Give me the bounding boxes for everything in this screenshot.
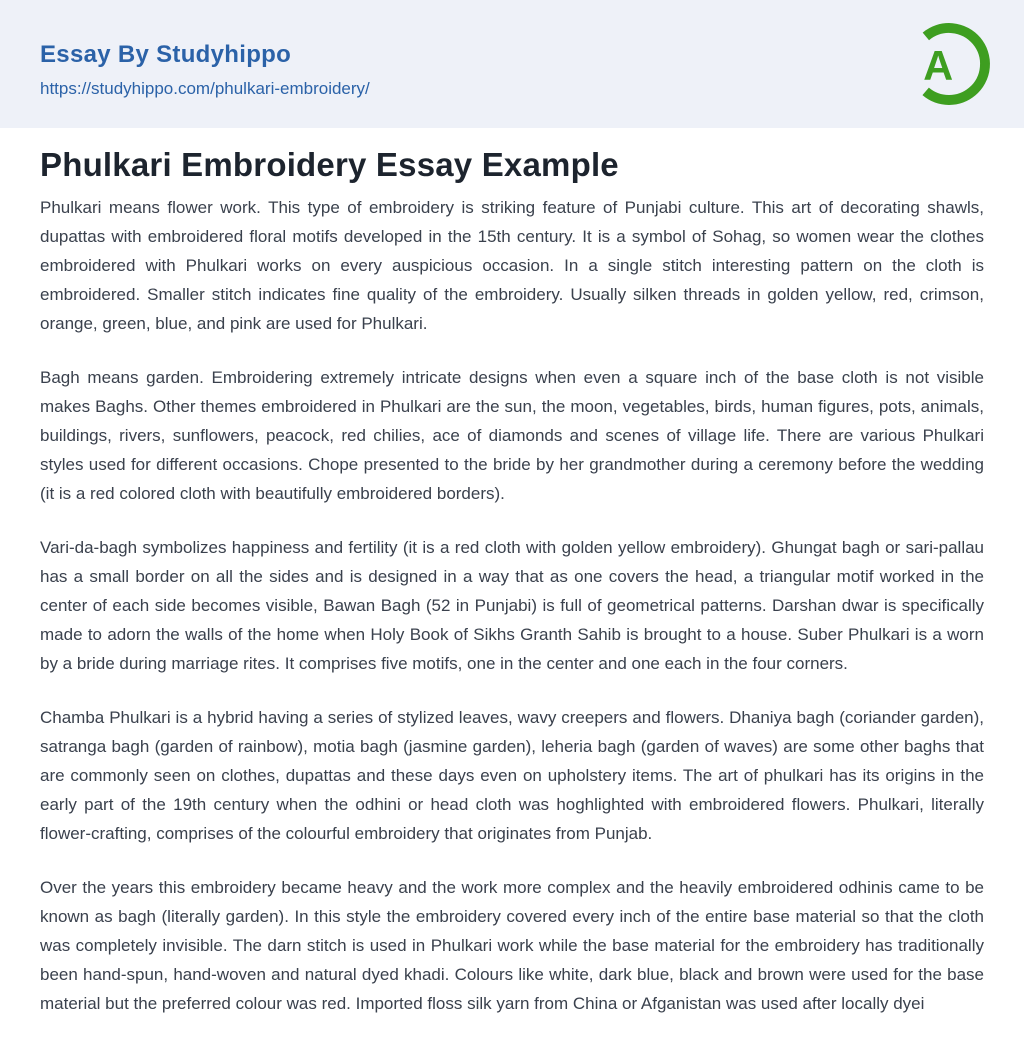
header-text-block: [40, 29, 370, 99]
source-url-link[interactable]: https://studyhippo.com/phulkari-embroidery/: [40, 79, 370, 98]
essay-paragraph-4: Chamba Phulkari is a hybrid having a series of stylized leaves, wavy creepers and flowers. Dhaniya bagh (coriander garden), satranga bagh (garden of rainbow), motia bagh (jasmine garden), leheria bagh (garden of waves) are some other baghs that are commonly seen on clothes, dupattas and these days even on upholstery items. The art of phulkari has its origins in the early part of the 19th century when the odhini or head cloth was hoghlighted with embroidered flowers. Phulkari, literally flower-crafting, comprises of the colourful embroidery that originates from Punjab.: [40, 708, 984, 843]
header: [0, 0, 1024, 128]
essay-paragraph-3: Vari-da-bagh symbolizes happiness and fertility (it is a red cloth with golden yellow embroidery). Ghungat bagh or sari-pallau has a small border on all the sides and is designed in a way that as one covers the head, a triangular motif worked in the center of each side becomes visible, Bawan Bagh (52 in Punjabi) is full of geometrical patterns. Darshan dwar is specifically made to adorn the walls of the home when Holy Book of Sikhs Granth Sahib is brought to a house. Suber Phulkari is a worn by a bride during marriage rites. It comprises five motifs, one in the center and one each in the four corners.: [40, 538, 984, 673]
essay-byline: Essay By Studyhippo: [40, 41, 292, 68]
essay-paragraph-5: Over the years this embroidery became heavy and the work more complex and the heavily embroidered odhinis came to be known as bagh (literally garden). In this style the embroidery covered every inch of the entire base material so that the cloth was completely invisible. The darn stitch is used in Phulkari work while the base material for the embroidery has traditionally been hand-spun, hand-woven and natural dyed khadi. Colours like white, dark blue, black and brown were used for the base material but the preferred colour was red. Imported floss silk yarn from China or Afganistan was used after locally dyei: [40, 878, 984, 1013]
essay-paragraph-2: Bagh means garden. Embroidering extremely intricate designs when even a square inch of the base cloth is not visible makes Baghs. Other themes embroidered in Phulkari are the sun, the moon, vegetables, birds, human figures, pots, animals, buildings, rivers, sunflowers, peacock, red chilies, ace of diamonds and scenes of village life. There are various Phulkari styles used for different occasions. Chope presented to the bride by her grandmother during a ceremony before the wedding (it is a red colored cloth with beautifully embroidered borders).: [40, 368, 984, 503]
essay-title: Phulkari Embroidery Essay Example: [40, 146, 619, 183]
essay-paragraph-1: Phulkari means flower work. This type of embroidery is striking feature of Punjabi culture. This art of decorating shawls, dupattas with embroidered floral motifs developed in the 15th century. It is a symbol of Sohag, so women wear the clothes embroidered with Phulkari works on every auspicious occasion. In a single stitch interesting pattern on the cloth is embroidered. Smaller stitch indicates fine quality of the embroidery. Usually silken threads in golden yellow, red, crimson, orange, green, blue, and pink are used for Phulkari.: [40, 198, 984, 333]
essay-content: [0, 146, 1024, 1018]
logo-letter: A: [923, 43, 954, 90]
studyhippo-logo: [904, 19, 994, 109]
